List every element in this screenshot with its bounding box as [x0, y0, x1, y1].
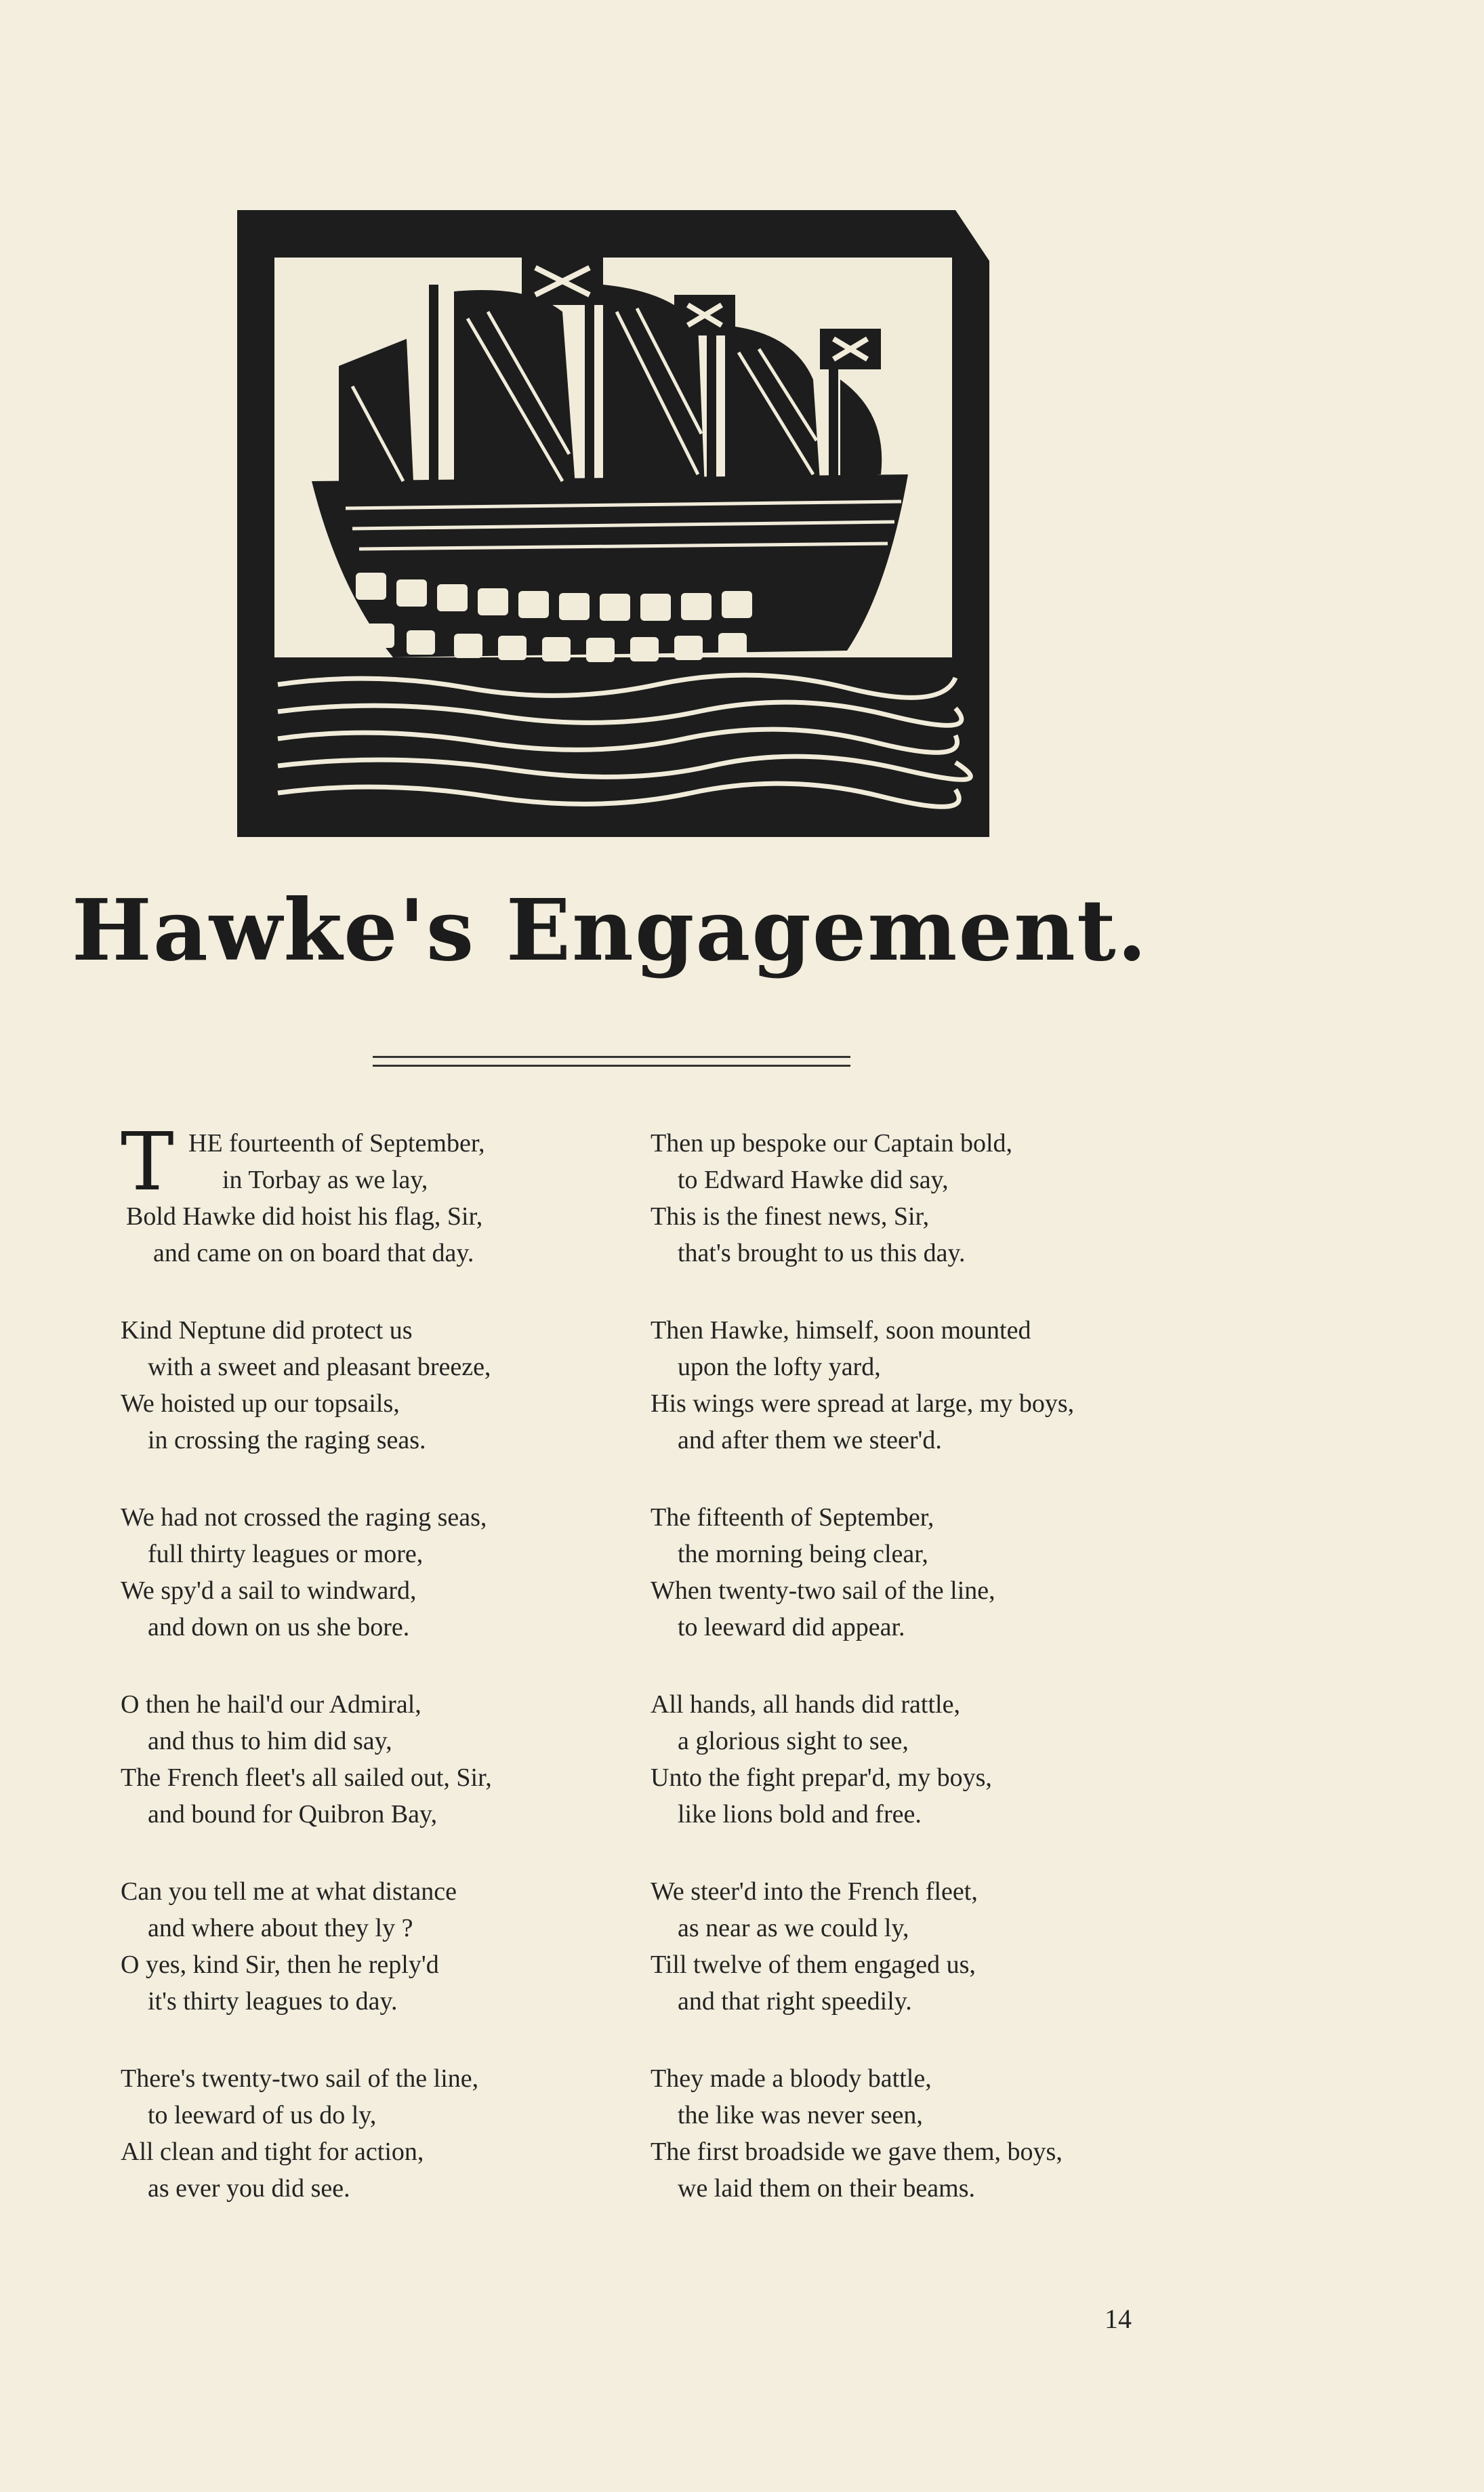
verse-line: and after them we steer'd. — [678, 1426, 942, 1454]
verse-column-left — [121, 1115, 663, 2247]
verse-line: All clean and tight for action, — [121, 2138, 424, 2166]
stanza — [651, 1873, 1193, 2060]
stanza — [651, 1499, 1193, 1686]
verse-line: O then he hail'd our Admiral, — [121, 1690, 421, 1719]
verse-column-right — [651, 1125, 1193, 2247]
verse-line: to Edward Hawke did say, — [678, 1166, 949, 1194]
verse-line: in Torbay as we lay, — [222, 1166, 428, 1194]
verse-line: that's brought to us this day. — [678, 1239, 966, 1267]
verse-line: and thus to him did say, — [148, 1727, 392, 1755]
verse-line: with a sweet and pleasant breeze, — [148, 1353, 491, 1381]
verse-line: and where about they ly ? — [148, 1914, 413, 1942]
verse-line: and came on on board that day. — [153, 1239, 474, 1267]
verse-line: Unto the fight prepar'd, my boys, — [651, 1763, 992, 1792]
verse-line: The French fleet's all sailed out, Sir, — [121, 1763, 492, 1792]
verse-line: and bound for Quibron Bay, — [148, 1800, 438, 1829]
verse-line: Bold Hawke did hoist his flag, Sir, — [126, 1202, 483, 1231]
stanza — [121, 1499, 663, 1686]
verse-line: as ever you did see. — [148, 2174, 350, 2203]
verse-line: HE fourteenth of September, — [188, 1129, 485, 1158]
verse-line: the like was never seen, — [678, 2101, 923, 2129]
verse-line: We hoisted up our topsails, — [121, 1389, 400, 1418]
verse-line: We steer'd into the French fleet, — [651, 1877, 978, 1906]
verse-line: When twenty-two sail of the line, — [651, 1576, 995, 1605]
verse-line: a glorious sight to see, — [678, 1727, 909, 1755]
stanza — [121, 1686, 663, 1873]
verse-line: upon the lofty yard, — [678, 1353, 881, 1381]
verse-line: This is the finest news, Sir, — [651, 1202, 930, 1231]
verse-line: full thirty leagues or more, — [148, 1540, 424, 1568]
page-number: 14 — [1105, 2304, 1132, 2334]
verse-line: Till twelve of them engaged us, — [651, 1950, 976, 1979]
title-divider — [373, 1056, 850, 1067]
stanza — [651, 1686, 1193, 1873]
verse-line: as near as we could ly, — [678, 1914, 909, 1942]
verse-line: His wings were spread at large, my boys, — [651, 1389, 1075, 1418]
verse-line: and that right speedily. — [678, 1987, 912, 2016]
verse-line: in crossing the raging seas. — [148, 1426, 426, 1454]
verse-line: There's twenty-two sail of the line, — [121, 2064, 479, 2093]
drop-cap: T — [121, 1115, 174, 1208]
ship-woodcut-illustration — [237, 210, 989, 837]
verse-line: They made a bloody battle, — [651, 2064, 932, 2093]
verse-line: Kind Neptune did protect us — [121, 1316, 413, 1345]
stanza — [121, 1873, 663, 2060]
verse-line: and down on us she bore. — [148, 1613, 410, 1641]
stanza — [121, 1115, 663, 1312]
verse-line: We had not crossed the raging seas, — [121, 1503, 487, 1532]
stanza — [651, 2060, 1193, 2247]
verse-line: to leeward did appear. — [678, 1613, 905, 1641]
verse-line: Can you tell me at what distance — [121, 1877, 457, 1906]
verse-line: Then Hawke, himself, soon mounted — [651, 1316, 1031, 1345]
verse-line: The first broadside we gave them, boys, — [651, 2138, 1063, 2166]
verse-line: the morning being clear, — [678, 1540, 928, 1568]
verse-line: we laid them on their beams. — [678, 2174, 975, 2203]
verse-line: We spy'd a sail to windward, — [121, 1576, 417, 1605]
verse-line: Then up bespoke our Captain bold, — [651, 1129, 1013, 1158]
stanza — [651, 1312, 1193, 1499]
verse-line: O yes, kind Sir, then he reply'd — [121, 1950, 439, 1979]
stanza — [121, 2060, 663, 2247]
stanza — [121, 1312, 663, 1499]
verse-line: like lions bold and free. — [678, 1800, 922, 1829]
verse-line: The fifteenth of September, — [651, 1503, 934, 1532]
stanza — [651, 1125, 1193, 1312]
page-title: Hawke's Engagement. — [71, 881, 1149, 980]
verse-line: to leeward of us do ly, — [148, 2101, 377, 2129]
verse-line: All hands, all hands did rattle, — [651, 1690, 960, 1719]
verse-line: it's thirty leagues to day. — [148, 1987, 398, 2016]
